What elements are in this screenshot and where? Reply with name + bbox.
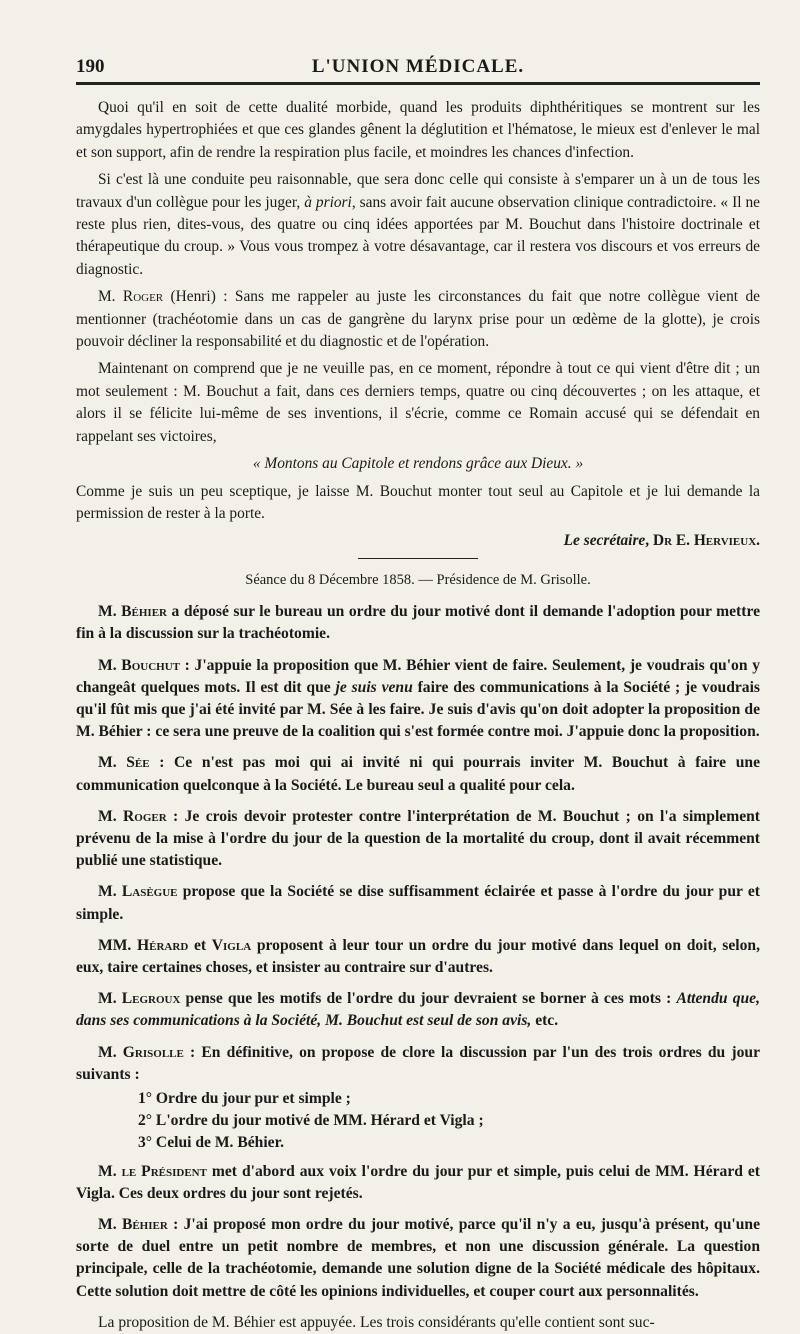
page-number: 190 bbox=[76, 56, 105, 77]
text: pense que les motifs de l'ordre du jour devraient se borner à ces mots : bbox=[180, 990, 677, 1008]
speaker-name: Vigla bbox=[211, 936, 252, 954]
speaker-name: M. Grisolle bbox=[98, 1043, 184, 1061]
text: et bbox=[188, 936, 212, 954]
running-title: L'UNION MÉDICALE. bbox=[311, 56, 525, 77]
paragraph bbox=[76, 601, 760, 645]
paragraph: Quoi qu'il en soit de cette dualité morbide, quand les produits diphthéritiques se montrent sur les amygdales hypertrophiées et que ces glandes gênent la déglutition et l'hématose, le mieux est d'enlever le mal et son support, afin de rendre la respiration plus facile, et moindres les chances d'infection. bbox=[76, 99, 760, 161]
divider bbox=[358, 558, 478, 559]
section-1 bbox=[76, 97, 760, 553]
speaker-name: M. Legroux bbox=[98, 990, 181, 1008]
text: , sans avoir fait aucune observation clinique contradictoire. « Il ne reste plus rien, dites-vous, des quatre ou cinq idées apportées par M. Bouchut dans l'histoire doctrinale et thérapeutique du croup. » Vous vous trompez à votre désavantage, car il restera vos discours et vos erreurs de diagnostic. bbox=[76, 193, 761, 278]
list-item: 2° L'ordre du jour motivé de MM. Hérard et Vigla ; bbox=[138, 1112, 484, 1130]
paragraph bbox=[76, 752, 760, 796]
text: a déposé sur le bureau un ordre du jour motivé dont il demande l'adoption pour mettre fin à la discussion sur la trachéotomie. bbox=[76, 603, 761, 643]
emphasis: Attendu que, dans ses communications à la Société, M. Bouchut est seul de son avis, bbox=[76, 990, 760, 1030]
speaker-name: M. Béhier bbox=[98, 603, 167, 621]
text: faire des communications à la Société ; je voudrais qu'il fût mis que j'ai été invité par M. Sée à les faire. Je suis d'avis qu'on doit adopter la proposition de M. Béhier : ce sera une preuve de la coalition qui s'est formée contre moi. J'appuie donc la proposition. bbox=[76, 678, 760, 741]
text: Si c'est là une conduite peu raisonnable, que sera donc celle qui consiste à s'emparer un à un de tous les travaux d'un collègue pour les juger, bbox=[76, 171, 760, 211]
session-title: Séance du 8 Décembre 1858. — Présidence de M. Grisolle. bbox=[245, 571, 591, 588]
signature-role: Le secrétaire bbox=[563, 532, 646, 550]
speaker-name: MM. Hérard bbox=[98, 936, 189, 954]
text: etc. bbox=[531, 1012, 559, 1030]
paragraph: Maintenant on comprend que je ne veuille pas, en ce moment, répondre à tout ce qui vient d'être dit ; un mot seulement : M. Bouchut a fait, dans ces derniers temps, quatre ou cinq découvertes ; on les attaque, et alors il se félicite lui-même de ses inventions, il s'écrie, comme ce Romain accusé qui se défendait en rappelant ses victoires, bbox=[76, 360, 760, 445]
signature-name: , Dr E. Hervieux. bbox=[645, 532, 760, 550]
paragraph bbox=[76, 169, 760, 281]
paragraph bbox=[76, 1042, 760, 1086]
speaker-name: M. Roger bbox=[98, 288, 164, 306]
emphasis: je suis venu bbox=[335, 678, 413, 696]
options-list bbox=[76, 1088, 760, 1155]
text: : Je crois devoir protester contre l'interprétation de M. Bouchut ; on l'a simplement prévenu de la mise à l'ordre du jour de la question de la mortalité du croup, dont il avait récemment publié une statistique. bbox=[76, 807, 760, 870]
speaker-name: M. Roger bbox=[98, 807, 167, 825]
paragraph bbox=[76, 935, 760, 979]
signature bbox=[76, 530, 760, 552]
quote: « Montons au Capitole et rendons grâce aux Dieux. » bbox=[252, 455, 584, 473]
paragraph: La proposition de M. Béhier est appuyée. Les trois considérants qu'elle contient sont suc- bbox=[98, 1313, 655, 1331]
paragraph bbox=[76, 881, 760, 925]
paragraph bbox=[76, 1161, 760, 1205]
list-item: 1° Ordre du jour pur et simple ; bbox=[138, 1089, 351, 1107]
paragraph bbox=[76, 1214, 760, 1303]
section-2 bbox=[76, 601, 760, 1334]
speaker-name: M. Lasègue bbox=[98, 883, 178, 901]
text: : En définitive, on propose de clore la discussion par l'un des trois ordres du jour suivants : bbox=[76, 1043, 760, 1083]
text: : J'ai proposé mon ordre du jour motivé, parce qu'il n'y a eu, jusqu'à présent, qu'une sorte de duel entre un petit nombre de membres, et non une discussion générale. La question principale, celle de la trachéotomie, demande une solution digne de la Société médicale des hôpitaux. Cette solution doit mettre de côté les opinions individuelles, et couper court aux personnalités. bbox=[76, 1216, 760, 1300]
page-header bbox=[76, 52, 760, 85]
speaker-name: M. le Président bbox=[98, 1162, 207, 1180]
text: propose que la Société se dise suffisamment éclairée et passe à l'ordre du jour pur et simple. bbox=[76, 883, 760, 923]
list-item: 3° Celui de M. Béhier. bbox=[138, 1134, 284, 1152]
text: : Ce n'est pas moi qui ai invité ni qui pourrais inviter M. Bouchut à faire une communication quelconque à la Société. Le bureau seul a qualité pour cela. bbox=[76, 754, 760, 794]
text: proposent à leur tour un ordre du jour motivé dans lequel on doit, selon, eux, taire certaines choses, et insister au contraire sur d'autres. bbox=[76, 936, 760, 976]
paragraph: Comme je suis un peu sceptique, je laisse M. Bouchut monter tout seul au Capitole et je lui demande la permission de rester à la porte. bbox=[76, 482, 760, 522]
paragraph bbox=[76, 988, 760, 1032]
speaker-name: M. Bouchut bbox=[98, 656, 180, 674]
speaker-name: M. Sée bbox=[98, 754, 150, 772]
text: : J'appuie la proposition que M. Béhier vient de faire. Seulement, je voudrais qu'on y changeât quelques mots. Il est dit que bbox=[76, 656, 761, 696]
text: met d'abord aux voix l'ordre du jour pur et simple, puis celui de MM. Hérard et Vigla. Ces deux ordres du jour sont rejetés. bbox=[76, 1162, 760, 1202]
paragraph bbox=[76, 655, 760, 744]
paragraph bbox=[76, 286, 760, 353]
paragraph bbox=[76, 806, 760, 873]
text: (Henri) : Sans me rappeler au juste les circonstances du fait que notre collègue vient de mentionner (trachéotomie dans un cas de gangrène du larynx prise pour un œdème de la glotte), je crois pouvoir décliner la responsabilité et du diagnostic et de l'opération. bbox=[76, 288, 760, 351]
speaker-name: M. Béhier bbox=[98, 1216, 168, 1233]
emphasis: à priori bbox=[304, 193, 352, 211]
